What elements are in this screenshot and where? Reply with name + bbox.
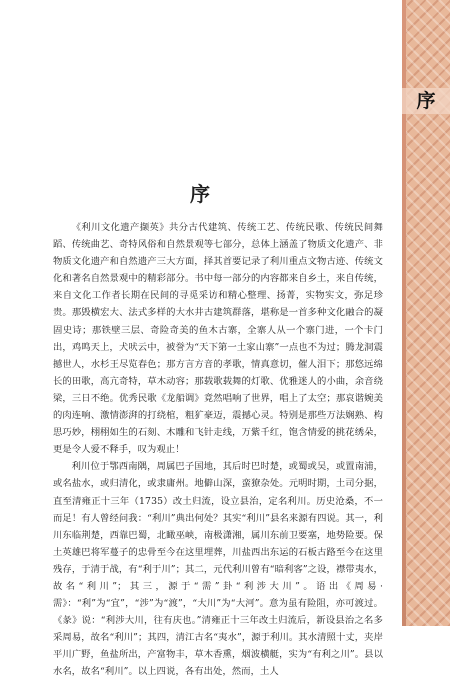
- paragraph-1: 《利川文化遗产撷英》共分古代建筑、传统工艺、传统民歌、传统民间舞蹈、传统曲艺、奇特风俗和自然景观等七部分，总体上涵盖了物质文化遗产、非物质文化遗产和自然遗产三大方面，择其首要记录了利川重点文物古迹、传统文化和著名自然景观中的精彩部分。书中每一部分的内容都来自乡土，来自传统，来自文化工作者长期在民间的寻觅采访和精心整理、扬菁，实物实文，弥足珍贵。那毁横宏大、法式多样的大水井古建筑群落，堪称是一首多种文化融合的凝固史诗；那铁壁三层、奇险奇美的鱼木古寨，全寨人从一个寨门进，一个卡门出，鸡鸣天上，犬吠云中，被誉为“天下第一土家山寨”一点也不为过；腾龙洞震撼世人，水杉王尽览春色；那方言方音的孝歌，情真意切，催人泪下；那悠远绵长的田歌，高亢奇特，草木动容；那载歌载舞的灯歌、优雅迷人的小曲，余音绕梁，三日不绝。优秀民歌《龙船调》竟然唱响了世界，唱上了太空；那哀谐婉美的肉连响、激情澎湃的打绕棺，粗犷豪迈，震撼心灵。特别是那些万法娴熟、构思巧妙，栩栩如生的石刻、木雕和飞针走线，万紫千红，饱含情爱的挑花绣朵，更是令人爱不释手，叹为观止！: [53, 222, 383, 456]
- decorative-side-ribbon: [402, 0, 450, 626]
- paragraph-2: 利川位于鄂西南隅，周属巴子国地，其后时巴时楚，或蜀或吴，或置南浦，或名盐水，或归清化，或隶庸州。地僻山深，蛮獠杂处。元明时期，土司分据，直至清雍正十三年（1735）改土归流，设立县治，定名利川。历史沧桑，不一而足！有人曾经问我：“利川”典出何处？其实“利川”县名来源有四说。其一，利川东临荆楚，西靠巴蜀，北瞰巫峡，南极潇湘，属川东前卫要塞，地势险要。保土英雄巴将军蔓子的忠骨至今在这里埋葬，川盐西出东运的石板古路至今在这里残存，于清于战，有“利于川”；其二，元代利川曾有“暗利客”之设，襟带夷水，故名“利川”；其三，源于“需”卦“利涉大川”。语出《周易·需》：“利”为“宜”，“涉”为“渡”，“大川”为“大河”。意为虽有险阻，亦可渡过。《彖》说：“利涉大川，往有庆也。”清雍正十三年改土归流后，新设县治之名多采周易，故名“利川”；其四，清江古名“夷水”，源于利川。其水清照十丈，夹岸平川广野，鱼盐所出，产富物丰，草木香熏，烟波横艇，实为“有利之川”。县以水名，故名“利川”。以上四说，各有出处，然而，土人: [53, 461, 383, 678]
- page-title: 序: [190, 182, 212, 206]
- ribbon-section-title: 序: [402, 88, 450, 114]
- preface-body: [53, 219, 383, 681]
